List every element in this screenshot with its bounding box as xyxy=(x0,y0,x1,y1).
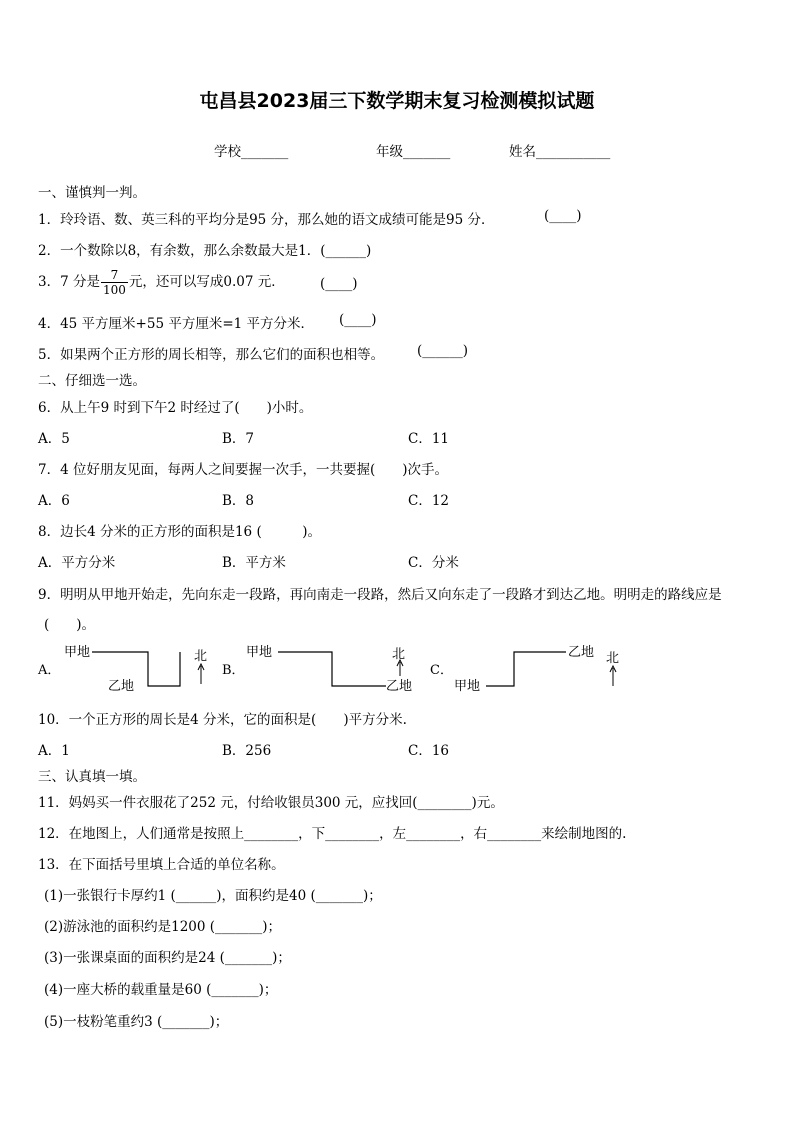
route-c-start-label: 甲地 xyxy=(454,679,481,694)
question-12: 12．在地图上，人们通常是按照上________，下________，左________，右________来绘制地图的. xyxy=(38,826,627,842)
question-6: 6．从上午9 时到下午2 时经过了( )小时。 xyxy=(38,400,313,416)
route-b-path xyxy=(278,652,386,686)
question-13-item: (1)一张银行卡厚约1 (______)，面积约是40 (_______)； xyxy=(44,888,382,904)
q7-option-b: B．8 xyxy=(222,493,255,509)
q7-option-a: A．6 xyxy=(38,493,70,509)
q6-option-a: A．5 xyxy=(38,431,70,447)
page-title: 屯昌县2023届三下数学期末复习检测模拟试题 xyxy=(199,90,595,112)
question-4: 4．45 平方厘米+55 平方厘米=1 平方分米． xyxy=(38,316,315,332)
question-8: 8．边长4 分米的正方形的面积是16 ( )。 xyxy=(38,524,321,540)
section-2-heading: 二、仔细选一选。 xyxy=(38,373,146,389)
route-b-label: B． xyxy=(222,663,245,678)
question-4-blank: (____) xyxy=(339,312,377,328)
grade-field: 年级_______ xyxy=(376,144,451,160)
q7-option-c: C．12 xyxy=(408,493,450,509)
question-3 xyxy=(38,268,285,297)
question-13-item: (5)一枝粉笔重约3 (_______)； xyxy=(44,1014,229,1030)
north-arrow-icon xyxy=(198,664,204,684)
route-c-north-label: 北 xyxy=(606,651,620,666)
question-3-post: 元，还可以写成0.07 元． xyxy=(128,274,285,290)
question-2: 2．一个数除以8，有余数，那么余数最大是1．(______) xyxy=(38,243,372,259)
route-c-label: C． xyxy=(430,663,453,678)
q6-option-c: C．11 xyxy=(408,431,450,447)
school-field: 学校_______ xyxy=(214,144,289,160)
question-13: 13．在下面括号里填上合适的单位名称。 xyxy=(38,857,285,873)
question-5: 5．如果两个正方形的周长相等，那么它们的面积也相等。 xyxy=(38,347,385,363)
question-1: 1．玲玲语、数、英三科的平均分是95 分，那么她的语文成绩可能是95 分． xyxy=(38,212,495,228)
route-a-path xyxy=(92,652,180,686)
question-5-blank: (______) xyxy=(417,343,469,359)
route-c-end-label: 乙地 xyxy=(568,645,595,660)
question-1-blank: (____) xyxy=(544,208,582,224)
name-field: 姓名___________ xyxy=(509,144,611,160)
route-a-label: A． xyxy=(38,663,61,678)
q6-option-b: B．7 xyxy=(222,431,255,447)
question-9: 9．明明从甲地开始走，先向东走一段路，再向南走一段路，然后又向东走了一段路才到达乙地。明明走的路线应是 xyxy=(38,587,722,603)
fraction xyxy=(101,268,128,297)
route-c-path xyxy=(486,652,566,686)
q8-option-c: C．分米 xyxy=(408,555,459,571)
fraction-numerator: 7 xyxy=(101,268,128,283)
q8-option-b: B．平方米 xyxy=(222,555,286,571)
route-b-north-label: 北 xyxy=(392,647,406,662)
question-10: 10．一个正方形的周长是4 分米，它的面积是( )平方分米. xyxy=(38,712,407,728)
route-a-start-label: 甲地 xyxy=(64,645,91,660)
question-13-item: (4)一座大桥的载重量是60 (_______)； xyxy=(44,982,278,998)
route-b-start-label: 甲地 xyxy=(246,645,273,660)
route-a-end-label: 乙地 xyxy=(108,679,135,694)
question-13-item: (3)一张课桌面的面积约是24 (_______)； xyxy=(44,950,291,966)
fraction-denominator: 100 xyxy=(102,283,126,297)
route-a-north-label: 北 xyxy=(194,649,208,664)
route-b-end-label: 乙地 xyxy=(386,679,413,694)
question-13-item: (2)游泳池的面积约是1200 (_______)； xyxy=(44,919,282,935)
north-arrow-icon xyxy=(610,666,616,686)
q10-option-a: A．1 xyxy=(38,743,70,759)
q8-option-a: A．平方分米 xyxy=(38,555,116,571)
question-3-blank: (____) xyxy=(320,276,358,292)
q10-option-c: C．16 xyxy=(408,743,450,759)
question-9-cont: ( )。 xyxy=(44,617,96,633)
route-diagrams xyxy=(30,640,630,698)
question-11: 11．妈妈买一件衣服花了252 元，付给收银员300 元，应找回(________)元。 xyxy=(38,795,504,811)
north-arrow-icon xyxy=(397,660,403,676)
q10-option-b: B．256 xyxy=(222,743,272,759)
section-3-heading: 三、认真填一填。 xyxy=(38,769,146,785)
question-3-pre: 3．7 分是 xyxy=(38,274,100,290)
section-1-heading: 一、谨慎判一判。 xyxy=(38,185,146,201)
question-7: 7．4 位好朋友见面，每两人之间要握一次手，一共要握( )次手。 xyxy=(38,462,449,478)
